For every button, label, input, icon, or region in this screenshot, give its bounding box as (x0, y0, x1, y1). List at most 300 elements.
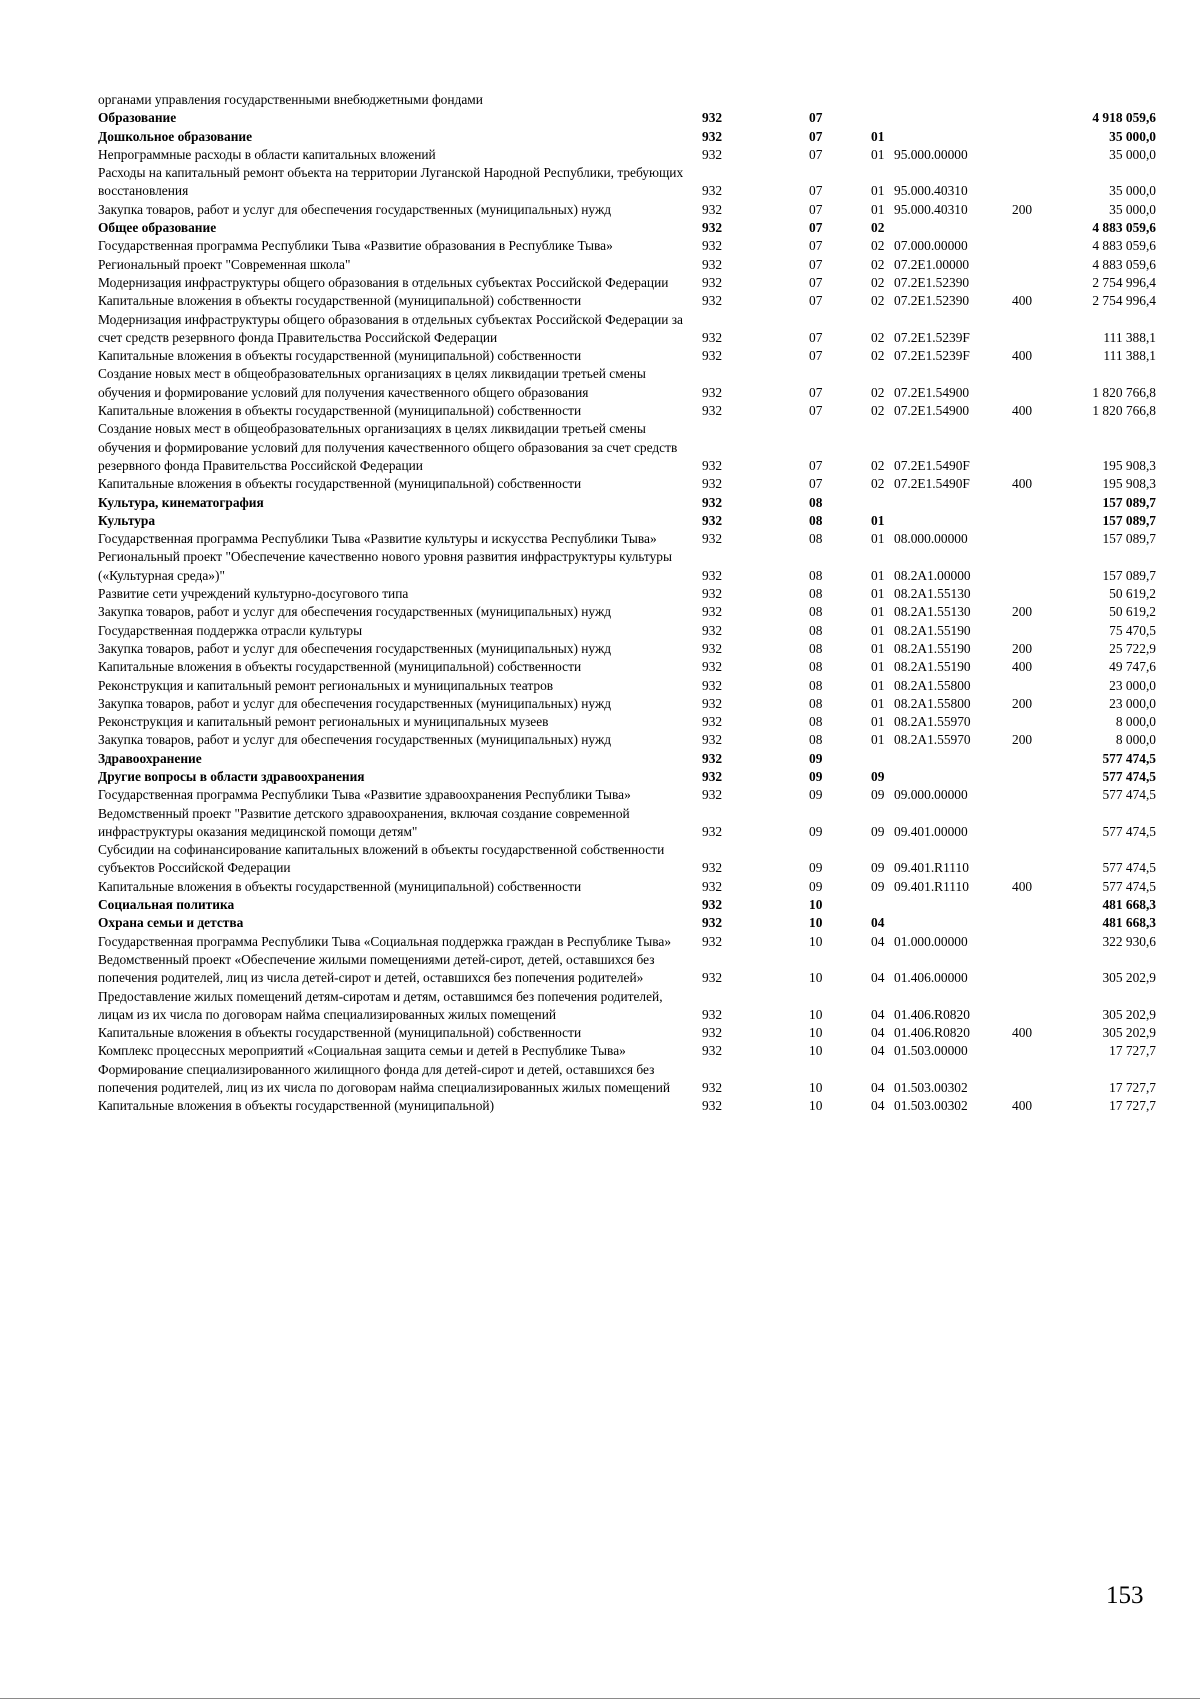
subsection-code: 04 (871, 1006, 885, 1022)
expense-type-code (1012, 585, 1072, 603)
footer-divider (0, 1698, 1200, 1699)
line-item-name: Реконструкция и капитальный ремонт региональных и муниципальных театров (98, 677, 554, 693)
ministry-code: 932 (702, 512, 723, 528)
amount (1072, 91, 1156, 109)
target-article-code: 08.000.00000 (894, 531, 968, 547)
subsection-code (846, 109, 894, 127)
target-article-code: 07.2E1.00000 (894, 256, 970, 272)
table-row (98, 677, 1156, 695)
line-item-name: Капитальные вложения в объекты государственной (муниципальной) собственности (98, 348, 582, 364)
ministry-code: 932 (702, 348, 723, 364)
expense-type-code (1012, 512, 1072, 530)
section-code: 08 (809, 677, 823, 693)
ministry-code: 932 (702, 384, 723, 400)
subsection-code (846, 896, 894, 914)
amount: 1 820 766,8 (1092, 403, 1156, 419)
ministry-code: 932 (702, 220, 723, 236)
line-item-name: Капитальные вложения в объекты государственной (муниципальной) собственности (98, 1025, 582, 1041)
section-code: 07 (809, 183, 823, 199)
ministry-code: 932 (702, 567, 723, 583)
expense-type-code: 200 (1012, 640, 1033, 656)
ministry-code: 932 (702, 146, 723, 162)
section-code: 07 (809, 110, 823, 126)
subsection-code: 01 (871, 622, 885, 638)
section-code: 08 (809, 494, 823, 510)
expense-type-code (1012, 548, 1072, 585)
subsection-code: 02 (871, 403, 885, 419)
section-code: 09 (809, 768, 823, 784)
expense-type-code (1012, 128, 1072, 146)
amount: 577 474,5 (1102, 750, 1156, 766)
budget-table-body (98, 91, 1156, 1116)
expense-type-code: 200 (1012, 201, 1033, 217)
line-item-name: Социальная политика (98, 897, 235, 913)
table-row (98, 512, 1156, 530)
target-article-code: 95.000.40310 (894, 183, 968, 199)
expense-type-code (1012, 951, 1072, 988)
expense-type-code: 400 (1012, 659, 1033, 675)
subsection-code: 04 (871, 1080, 885, 1096)
target-article-code (894, 768, 1012, 786)
ministry-code: 932 (702, 640, 723, 656)
expense-type-code: 200 (1012, 695, 1033, 711)
line-item-name: Государственная программа Республики Тыва «Развитие образования в Республике Тыва» (98, 238, 613, 254)
table-row (98, 1061, 1156, 1098)
amount: 25 722,9 (1109, 640, 1156, 656)
section-code: 07 (809, 293, 823, 309)
amount: 35 000,0 (1109, 128, 1156, 144)
line-item-name: Расходы на капитальный ремонт объекта на территории Луганской Народной Республики, требующих восстановления (98, 165, 684, 199)
ministry-code: 932 (702, 238, 723, 254)
table-row (98, 311, 1156, 348)
line-item-name: Формирование специализированного жилищного фонда для детей-сирот и детей, оставшихся без попечения родителей, лиц из их числа по договорам найма специализированных жилых помещений (98, 1061, 671, 1096)
subsection-code: 02 (871, 256, 885, 272)
subsection-code: 01 (871, 659, 885, 675)
expense-type-code (1012, 494, 1072, 512)
subsection-code: 01 (871, 714, 885, 730)
subsection-code: 02 (871, 274, 885, 290)
subsection-code: 01 (871, 695, 885, 711)
section-code: 09 (809, 878, 823, 894)
table-row (98, 365, 1156, 402)
table-row (98, 768, 1156, 786)
expense-type-code (1012, 713, 1072, 731)
expense-type-code (1012, 219, 1072, 237)
amount: 2 754 996,4 (1092, 293, 1156, 309)
section-code: 08 (809, 640, 823, 656)
target-article-code: 07.2E1.5490F (894, 476, 970, 492)
target-article-code: 08.2A1.55130 (894, 604, 971, 620)
section-code: 10 (809, 1025, 823, 1041)
subsection-code: 02 (871, 348, 885, 364)
line-item-name: Капитальные вложения в объекты государственной (муниципальной) собственности (98, 476, 582, 492)
target-article-code: 07.2E1.54900 (894, 403, 970, 419)
table-row (98, 1024, 1156, 1042)
line-item-name: Закупка товаров, работ и услуг для обеспечения государственных (муниципальных) нужд (98, 604, 612, 620)
section-code: 10 (809, 1043, 823, 1059)
amount: 577 474,5 (1102, 860, 1156, 876)
ministry-code: 932 (702, 897, 723, 913)
table-row (98, 237, 1156, 255)
subsection-code: 09 (871, 860, 885, 876)
section-code: 08 (809, 695, 823, 711)
amount: 1 820 766,8 (1092, 384, 1156, 400)
line-item-name: Закупка товаров, работ и услуг для обеспечения государственных (муниципальных) нужд (98, 695, 612, 711)
amount: 4 883 059,6 (1092, 256, 1156, 272)
table-row (98, 695, 1156, 713)
line-item-name: Закупка товаров, работ и услуг для обеспечения государственных (муниципальных) нужд (98, 732, 612, 748)
table-row (98, 219, 1156, 237)
section-code: 08 (809, 732, 823, 748)
section-code: 10 (809, 897, 823, 913)
target-article-code: 08.2A1.55190 (894, 640, 971, 656)
target-article-code: 09.401.R1110 (894, 878, 969, 894)
line-item-name: Государственная программа Республики Тыва «Развитие культуры и искусства Республики Тыва» (98, 531, 657, 547)
ministry-code: 932 (702, 768, 723, 784)
expense-type-code (1012, 1042, 1072, 1060)
table-row (98, 91, 1156, 109)
table-row (98, 347, 1156, 365)
target-article-code: 08.2A1.55130 (894, 586, 971, 602)
ministry-code: 932 (702, 732, 723, 748)
ministry-code: 932 (702, 787, 723, 803)
line-item-name: Субсидии на софинансирование капитальных вложений в объекты государственной собственности субъектов Российской Федерации (98, 842, 665, 876)
target-article-code (894, 128, 1012, 146)
amount: 577 474,5 (1102, 768, 1156, 784)
section-code: 07 (809, 348, 823, 364)
line-item-name: Комплекс процессных мероприятий «Социальная защита семьи и детей в Республике Тыва» (98, 1043, 626, 1059)
table-row (98, 1097, 1156, 1115)
target-article-code: 01.503.00302 (894, 1080, 968, 1096)
section-code: 07 (809, 384, 823, 400)
table-row (98, 585, 1156, 603)
table-row (98, 988, 1156, 1025)
ministry-code: 932 (702, 256, 723, 272)
subsection-code: 01 (871, 201, 885, 217)
target-article-code: 07.2E1.5239F (894, 329, 970, 345)
ministry-code: 932 (702, 1025, 723, 1041)
section-code: 08 (809, 531, 823, 547)
subsection-code: 01 (871, 567, 885, 583)
target-article-code: 07.2E1.52390 (894, 274, 970, 290)
expense-type-code (1012, 91, 1072, 109)
expense-type-code (1012, 420, 1072, 475)
subsection-code: 01 (871, 128, 885, 144)
amount: 8 000,0 (1115, 714, 1156, 730)
section-code: 10 (809, 1098, 823, 1114)
ministry-code: 932 (702, 878, 723, 894)
section-code: 10 (809, 915, 823, 931)
subsection-code: 01 (871, 732, 885, 748)
ministry-code: 932 (702, 201, 723, 217)
ministry-code: 932 (702, 933, 723, 949)
expense-type-code: 400 (1012, 348, 1033, 364)
ministry-code: 932 (702, 750, 723, 766)
table-row (98, 420, 1156, 475)
ministry-code: 932 (702, 329, 723, 345)
amount: 305 202,9 (1102, 1025, 1156, 1041)
line-item-name: Капитальные вложения в объекты государственной (муниципальной) собственности (98, 878, 582, 894)
section-code: 08 (809, 586, 823, 602)
target-article-code: 09.000.00000 (894, 787, 968, 803)
section-code: 09 (809, 750, 823, 766)
expense-type-code (1012, 786, 1072, 804)
line-item-name: Капитальные вложения в объекты государственной (муниципальной) собственности (98, 659, 582, 675)
ministry-code: 932 (702, 695, 723, 711)
table-row (98, 494, 1156, 512)
ministry-code: 932 (702, 677, 723, 693)
table-row (98, 951, 1156, 988)
subsection-code (846, 750, 894, 768)
target-article-code: 01.000.00000 (894, 933, 968, 949)
subsection-code: 04 (871, 1098, 885, 1114)
expense-type-code (1012, 256, 1072, 274)
expense-type-code (1012, 805, 1072, 842)
table-row (98, 146, 1156, 164)
line-item-name: Общее образование (98, 220, 217, 236)
table-row (98, 128, 1156, 146)
section-code: 08 (809, 604, 823, 620)
amount: 195 908,3 (1102, 457, 1156, 473)
expense-type-code (1012, 1061, 1072, 1098)
table-row (98, 713, 1156, 731)
target-article-code: 95.000.40310 (894, 201, 968, 217)
subsection-code: 01 (871, 146, 885, 162)
amount: 35 000,0 (1109, 146, 1156, 162)
target-article-code (894, 896, 1012, 914)
line-item-name: органами управления государственными внебюджетными фондами (98, 92, 483, 107)
table-row (98, 750, 1156, 768)
table-row (98, 475, 1156, 493)
subsection-code: 04 (871, 933, 885, 949)
ministry-code (690, 91, 784, 109)
target-article-code: 08.2A1.55970 (894, 732, 971, 748)
ministry-code: 932 (702, 714, 723, 730)
expense-type-code (1012, 896, 1072, 914)
section-code: 08 (809, 659, 823, 675)
amount: 111 388,1 (1103, 329, 1156, 345)
expense-type-code (1012, 274, 1072, 292)
expense-type-code: 400 (1012, 878, 1033, 894)
expense-type-code (1012, 146, 1072, 164)
amount: 111 388,1 (1103, 348, 1156, 364)
amount: 481 668,3 (1102, 915, 1156, 931)
amount: 2 754 996,4 (1092, 274, 1156, 290)
target-article-code (894, 219, 1012, 237)
subsection-code: 01 (871, 512, 885, 528)
section-code: 07 (809, 457, 823, 473)
line-item-name: Ведомственный проект "Развитие детского здравоохранения, включая создание современной инфраструктуры оказания медицинской помощи детям" (98, 805, 630, 839)
target-article-code: 01.406.00000 (894, 970, 968, 986)
expense-type-code (1012, 841, 1072, 878)
table-row (98, 640, 1156, 658)
target-article-code: 08.2A1.55970 (894, 714, 971, 730)
amount: 17 727,7 (1109, 1043, 1156, 1059)
line-item-name: Закупка товаров, работ и услуг для обеспечения государственных (муниципальных) нужд (98, 640, 612, 656)
ministry-code: 932 (702, 823, 723, 839)
subsection-code: 09 (871, 878, 885, 894)
subsection-code: 01 (871, 604, 885, 620)
subsection-code: 04 (871, 1043, 885, 1059)
ministry-code: 932 (702, 604, 723, 620)
line-item-name: Ведомственный проект «Обеспечение жилыми помещениями детей-сирот, детей, оставшихся без попечения родителей, лиц из числа детей-сирот и детей, оставшихся без попечения родителей» (98, 951, 655, 986)
target-article-code (894, 750, 1012, 768)
line-item-name: Региональный проект "Современная школа" (98, 256, 351, 272)
expense-type-code (1012, 311, 1072, 348)
expense-type-code: 400 (1012, 1098, 1033, 1114)
target-article-code: 08.2A1.00000 (894, 567, 971, 583)
target-article-code: 07.2E1.54900 (894, 384, 970, 400)
section-code: 09 (809, 823, 823, 839)
table-row (98, 402, 1156, 420)
target-article-code: 95.000.00000 (894, 146, 968, 162)
amount: 17 727,7 (1109, 1080, 1156, 1096)
target-article-code: 07.2E1.5239F (894, 348, 970, 364)
target-article-code: 01.503.00302 (894, 1098, 968, 1114)
expense-type-code: 200 (1012, 604, 1033, 620)
amount: 195 908,3 (1102, 476, 1156, 492)
target-article-code (894, 512, 1012, 530)
subsection-code: 04 (871, 970, 885, 986)
amount: 577 474,5 (1102, 878, 1156, 894)
section-code: 10 (809, 1006, 823, 1022)
table-row (98, 933, 1156, 951)
section-code (784, 91, 846, 109)
line-item-name: Культура, кинематография (98, 494, 264, 510)
line-item-name: Региональный проект "Обеспечение качественно нового уровня развития инфраструктуры культуры («Культурная среда»)" (98, 549, 672, 583)
table-row (98, 256, 1156, 274)
ministry-code: 932 (702, 183, 723, 199)
section-code: 10 (809, 970, 823, 986)
line-item-name: Другие вопросы в области здравоохранения (98, 768, 365, 784)
target-article-code: 08.2A1.55800 (894, 695, 971, 711)
amount: 4 883 059,6 (1092, 238, 1156, 254)
subsection-code: 01 (871, 640, 885, 656)
expense-type-code (1012, 988, 1072, 1025)
section-code: 07 (809, 201, 823, 217)
ministry-code: 932 (702, 970, 723, 986)
page-number: 153 (1106, 1582, 1144, 1609)
ministry-code: 932 (702, 659, 723, 675)
table-row (98, 109, 1156, 127)
subsection-code: 04 (871, 915, 885, 931)
ministry-code: 932 (702, 457, 723, 473)
amount: 23 000,0 (1109, 695, 1156, 711)
target-article-code: 08.2A1.55800 (894, 677, 971, 693)
section-code: 10 (809, 933, 823, 949)
line-item-name: Капитальные вложения в объекты государственной (муниципальной) (98, 1098, 495, 1114)
section-code: 08 (809, 622, 823, 638)
table-row (98, 603, 1156, 621)
ministry-code: 932 (702, 403, 723, 419)
table-row (98, 274, 1156, 292)
amount: 50 619,2 (1109, 604, 1156, 620)
amount: 23 000,0 (1109, 677, 1156, 693)
subsection-code (846, 494, 894, 512)
target-article-code (894, 914, 1012, 932)
subsection-code: 02 (871, 238, 885, 254)
section-code: 10 (809, 1080, 823, 1096)
subsection-code: 02 (871, 220, 885, 236)
ministry-code: 932 (702, 1006, 723, 1022)
expense-type-code: 400 (1012, 403, 1033, 419)
table-row (98, 1042, 1156, 1060)
line-item-name: Государственная поддержка отрасли культуры (98, 622, 363, 638)
table-row (98, 786, 1156, 804)
line-item-name: Создание новых мест в общеобразовательных организациях в целях ликвидации третьей смены обучения и формирование условий для получения качественного общего образования за счет средств резервного фонда Правительства Российской Федерации (98, 421, 678, 473)
expense-type-code (1012, 109, 1072, 127)
subsection-code: 02 (871, 293, 885, 309)
subsection-code: 01 (871, 677, 885, 693)
section-code: 09 (809, 860, 823, 876)
amount: 50 619,2 (1109, 586, 1156, 602)
amount: 305 202,9 (1102, 1006, 1156, 1022)
subsection-code: 04 (871, 1025, 885, 1041)
budget-table (98, 91, 1156, 1116)
subsection-code: 09 (871, 787, 885, 803)
ministry-code: 932 (702, 1098, 723, 1114)
line-item-name: Здравоохранение (98, 750, 202, 766)
table-row (98, 914, 1156, 932)
expense-type-code (1012, 164, 1072, 201)
amount: 4 918 059,6 (1092, 110, 1156, 126)
line-item-name: Культура (98, 512, 156, 528)
target-article-code (894, 494, 1012, 512)
amount: 157 089,7 (1102, 494, 1156, 510)
table-row (98, 548, 1156, 585)
line-item-name: Капитальные вложения в объекты государственной (муниципальной) собственности (98, 403, 582, 419)
target-article-code (894, 109, 1012, 127)
amount: 577 474,5 (1102, 787, 1156, 803)
section-code: 08 (809, 567, 823, 583)
amount: 305 202,9 (1102, 970, 1156, 986)
amount: 157 089,7 (1102, 531, 1156, 547)
line-item-name: Модернизация инфраструктуры общего образования в отдельных субъектах Российской Федерации за счет средств резервного фонда Правительства Российской Федерации (98, 311, 683, 345)
section-code: 07 (809, 403, 823, 419)
subsection-code (846, 91, 894, 109)
target-article-code: 07.2E1.5490F (894, 457, 970, 473)
expense-type-code (1012, 750, 1072, 768)
target-article-code: 07.2E1.52390 (894, 293, 970, 309)
amount: 17 727,7 (1109, 1098, 1156, 1114)
line-item-name: Государственная программа Республики Тыва «Социальная поддержка граждан в Республике Тыва» (98, 933, 672, 949)
section-code: 07 (809, 220, 823, 236)
amount: 157 089,7 (1102, 512, 1156, 528)
line-item-name: Предоставление жилых помещений детям-сиротам и детям, оставшимся без попечения родителей, лицам из их числа по договорам найма специализированных жилых помещений (98, 988, 663, 1022)
amount: 35 000,0 (1109, 183, 1156, 199)
target-article-code: 08.2A1.55190 (894, 659, 971, 675)
table-row (98, 530, 1156, 548)
target-article-code: 08.2A1.55190 (894, 622, 971, 638)
table-row (98, 805, 1156, 842)
expense-type-code (1012, 365, 1072, 402)
target-article-code: 07.000.00000 (894, 238, 968, 254)
table-row (98, 622, 1156, 640)
table-row (98, 841, 1156, 878)
line-item-name: Дошкольное образование (98, 128, 253, 144)
ministry-code: 932 (702, 1080, 723, 1096)
table-row (98, 731, 1156, 749)
target-article-code: 09.401.R1110 (894, 860, 969, 876)
amount: 35 000,0 (1109, 201, 1156, 217)
line-item-name: Создание новых мест в общеобразовательных организациях в целях ликвидации третьей смены обучения и формирование условий для получения качественного общего образования (98, 366, 646, 400)
table-row (98, 896, 1156, 914)
target-article-code: 01.503.00000 (894, 1043, 968, 1059)
subsection-code: 01 (871, 531, 885, 547)
ministry-code: 932 (702, 915, 723, 931)
ministry-code: 932 (702, 531, 723, 547)
ministry-code: 932 (702, 476, 723, 492)
